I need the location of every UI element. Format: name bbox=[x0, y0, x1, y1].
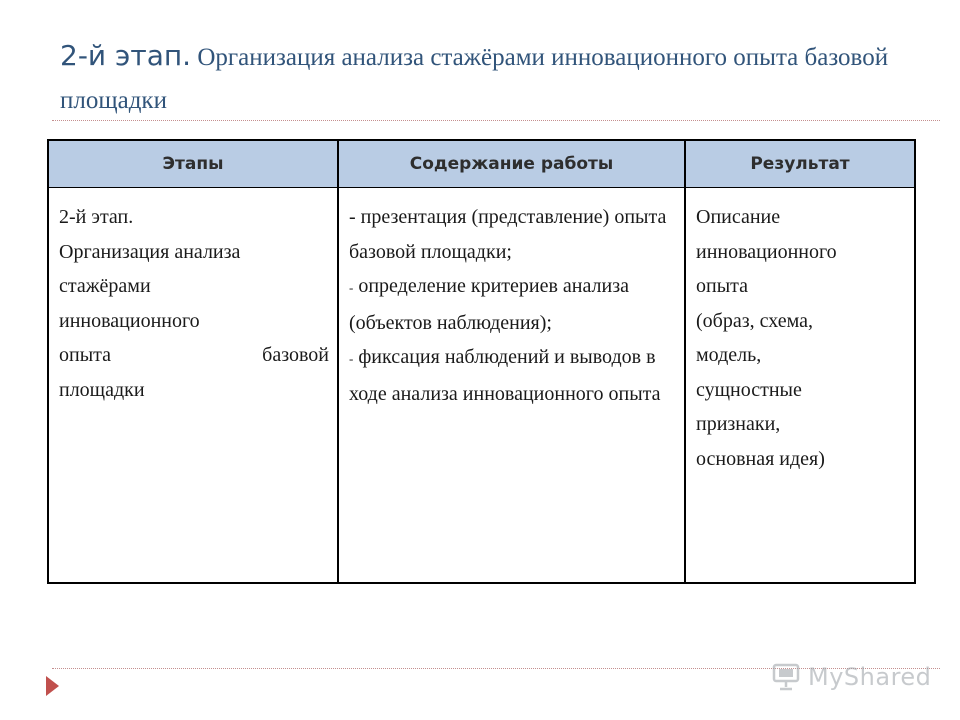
item-dash: - bbox=[349, 206, 356, 228]
result-line: признаки, bbox=[696, 413, 781, 435]
stage-line: инновационного bbox=[59, 309, 200, 332]
watermark-text: MyShared bbox=[808, 663, 932, 691]
result-line: (образ, схема, bbox=[696, 309, 814, 332]
item-text: определение критериев анализа (объектов наблюдения); bbox=[349, 275, 630, 334]
result-line: инновационного bbox=[696, 240, 837, 263]
stage-line: стажёрами bbox=[59, 275, 151, 297]
item-text: презентация (представление) опыта базовой площадки; bbox=[349, 206, 667, 263]
content-item bbox=[349, 340, 676, 411]
result-line: Описание bbox=[696, 206, 781, 228]
presentation-screen-icon bbox=[772, 662, 802, 692]
header-stages: Этапы bbox=[48, 140, 338, 188]
stage-line: площадки bbox=[59, 378, 145, 401]
title-prefix: 2-й этап. bbox=[60, 39, 192, 72]
stage-line: 2-й этап. bbox=[59, 206, 134, 228]
header-content: Содержание работы bbox=[338, 140, 685, 188]
stage-line: Организация анализа bbox=[59, 240, 241, 263]
table-row bbox=[48, 188, 915, 584]
result-line: модель, bbox=[696, 344, 762, 366]
result-line: опыта bbox=[696, 275, 749, 297]
stage-cell bbox=[48, 188, 338, 584]
result-line: основная идея) bbox=[696, 447, 825, 470]
item-text: фиксация наблюдений и выводов в ходе анализа инновационного опыта bbox=[349, 346, 661, 405]
stage-justified-line bbox=[59, 338, 329, 373]
table-header-row bbox=[48, 140, 915, 188]
result-cell bbox=[685, 188, 915, 584]
watermark bbox=[772, 660, 932, 694]
next-arrow-icon[interactable] bbox=[46, 676, 59, 696]
stage-word: опыта bbox=[59, 344, 112, 366]
result-line: сущностные bbox=[696, 378, 802, 401]
item-dash: - bbox=[349, 280, 354, 295]
content-item bbox=[349, 200, 676, 269]
content-cell bbox=[338, 188, 685, 584]
content-item bbox=[349, 269, 676, 340]
header-result: Результат bbox=[685, 140, 915, 188]
stage-word: базовой bbox=[262, 344, 329, 366]
stages-table bbox=[47, 139, 916, 584]
slide-title bbox=[60, 36, 940, 124]
item-dash: - bbox=[349, 351, 354, 366]
top-divider bbox=[52, 120, 940, 121]
title-text: Организация анализа стажёрами инновационного опыта базовой площадки bbox=[60, 44, 889, 114]
